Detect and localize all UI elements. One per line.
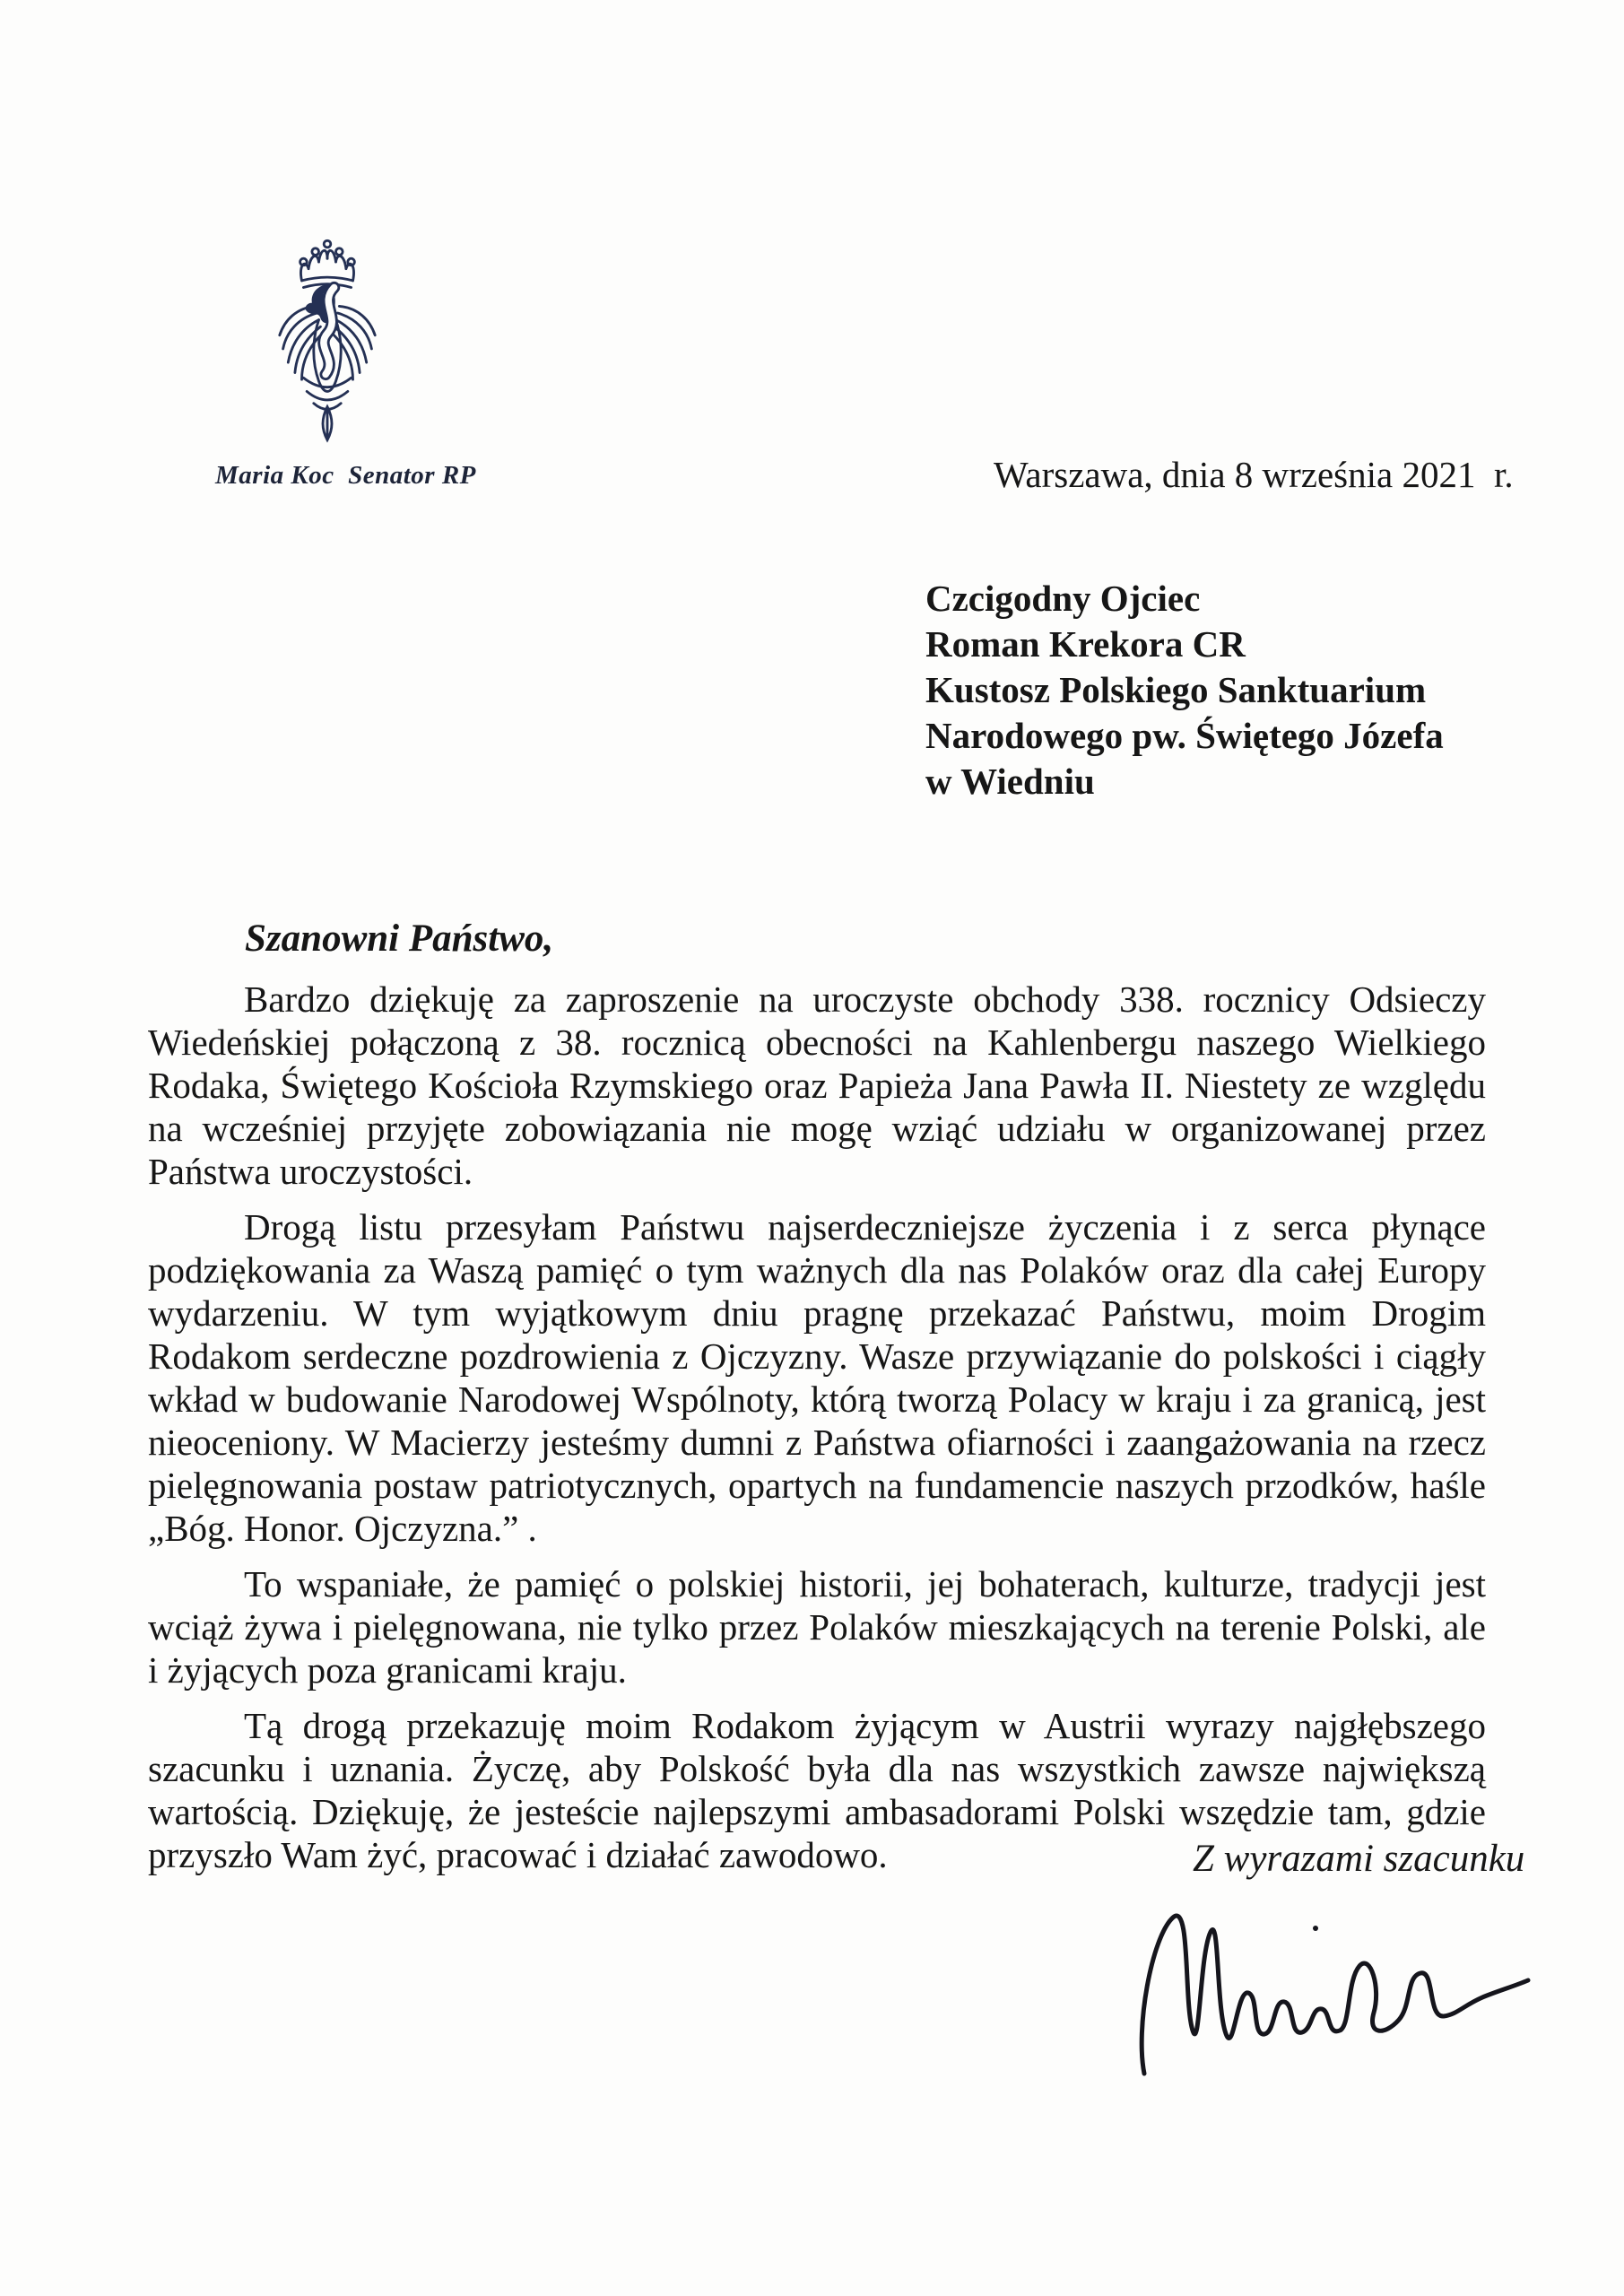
crowned-eagle-senate-emblem-icon (259, 226, 395, 452)
body-paragraph: Bardzo dziękuję za zaproszenie na uroczyste obchody 338. rocznicy Odsieczy Wiedeńskiej połączoną z 38. rocznicą obecności na Kahlenbergu naszego Wielkiego Rodaka, Świętego Kościoła Rzymskiego oraz Papieża Jana Pawła II. Niestety ze względu na wcześniej przyjęte zobowiązania nie mogę wziąć udziału w organizowanej przez Państwa uroczystości. (148, 978, 1486, 1192)
addressee-line: Narodowego pw. Świętego Józefa (925, 715, 1444, 756)
addressee-block (925, 576, 1444, 804)
addressee-line: Kustosz Polskiego Sanktuarium (925, 669, 1427, 710)
body-paragraph: Drogą listu przesyłam Państwu najserdeczniejsze życzenia i z serca płynące podziękowania za Waszą pamięć o tym ważnych dla nas Polaków oraz dla całej Europy wydarzeniu. W tym wyjątkowym dniu pragnę przekazać Państwu, moim Drogim Rodakom serdeczne pozdrowienia z Ojczyzny. Wasze przywiązanie do polskości i ciągły wkład w budowanie Narodowej Wspólnoty, którą tworzą Polacy w kraju i za granicą, jest nieoceniony. W Macierzy jesteśmy dumni z Państwa ofiarności i zaangażowania na rzecz pielęgnowania postaw patriotycznych, opartych na fundamencie naszych przodków, haśle „Bóg. Honor. Ojczyzna.” . (148, 1206, 1486, 1549)
addressee-line: Roman Krekora CR (925, 623, 1246, 665)
letterhead-caption: Maria Koc Senator RP (215, 461, 476, 490)
addressee-line: Czcigodny Ojciec (925, 578, 1201, 619)
body-paragraph: Tą drogą przekazuję moim Rodakom żyjącym w Austrii wyrazy najgłębszego szacunku i uznania. Życzę, aby Polskość była dla nas wszystkich zawsze największą wartością. Dziękuję, że jesteście najlepszymi ambasadorami Polski wszędzie tam, gdzie przyszło Wam żyć, pracować i działać zawodowo. (148, 1705, 1486, 1875)
letterhead (215, 226, 476, 491)
valediction: Z wyrazami szacunku (1193, 1838, 1525, 1880)
salutation: Szanowni Państwo, (245, 918, 554, 960)
addressee-line: w Wiedniu (925, 761, 1095, 802)
dateline: Warszawa, dnia 8 września 2021 r. (994, 454, 1514, 495)
handwritten-signature-maria-koc-icon (1132, 1894, 1535, 2087)
body-paragraph: To wspaniałe, że pamięć o polskiej historii, jej bohaterach, kulturze, tradycji jest wciąż żywa i pielęgnowana, nie tylko przez Polaków mieszkających na terenie Polski, ale i żyjących poza granicami kraju. (148, 1563, 1486, 1691)
letter-body (148, 978, 1486, 1889)
